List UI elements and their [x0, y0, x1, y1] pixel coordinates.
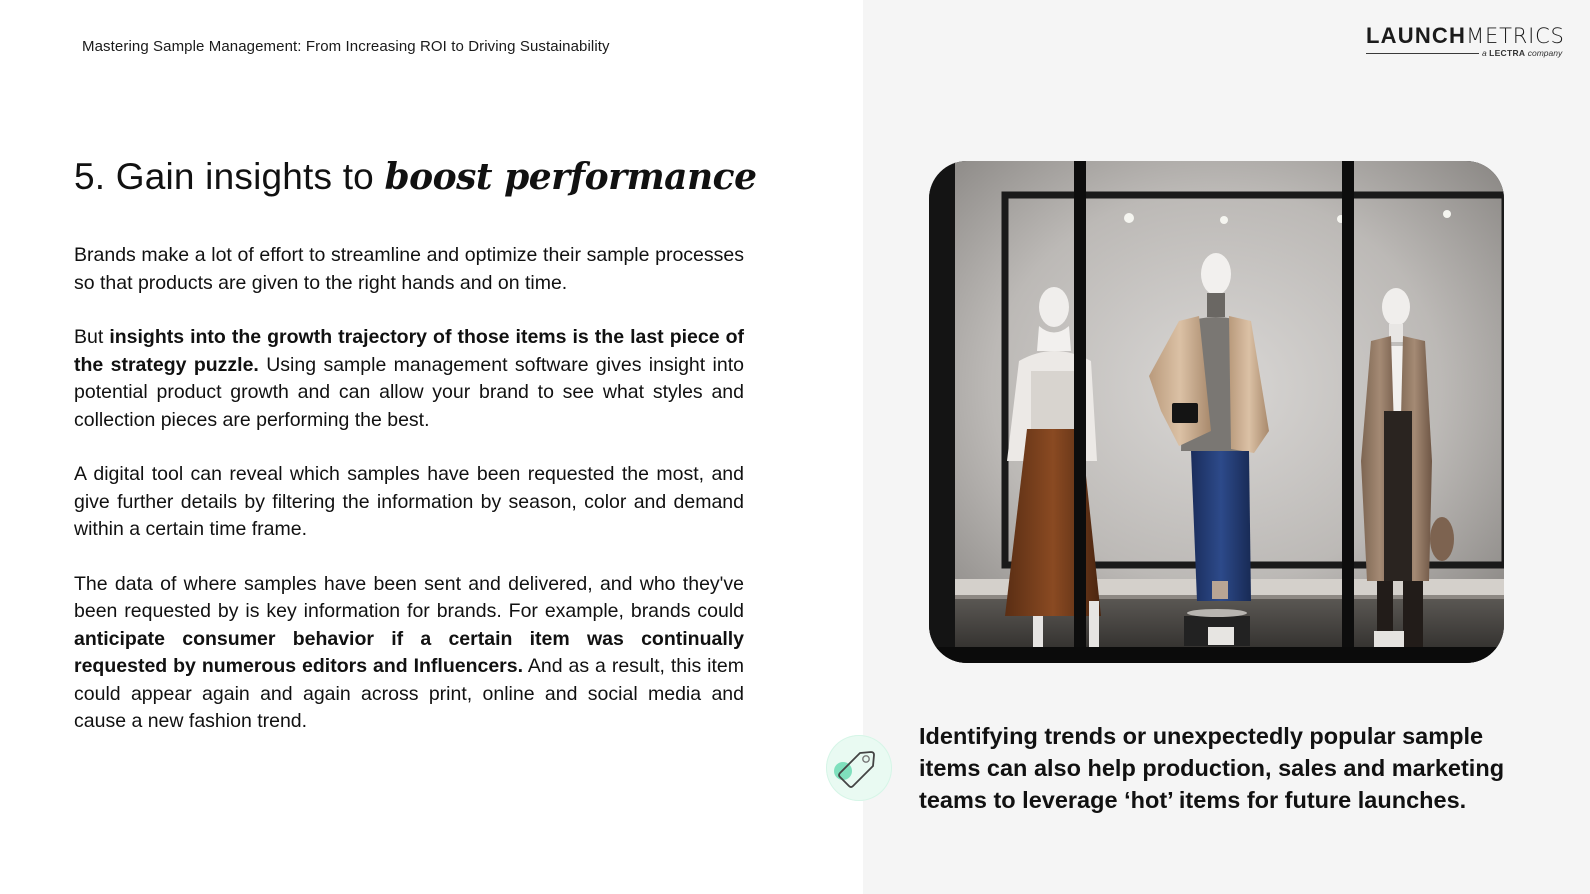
- logo-wordmark-bold: LAUNCH: [1366, 23, 1467, 48]
- paragraph-3: [74, 461, 744, 544]
- store-window-photo: [929, 161, 1504, 663]
- logo-wordmark: [1366, 24, 1565, 48]
- logo-tagline-prefix: a: [1482, 48, 1490, 58]
- launchmetrics-logo: [1366, 23, 1565, 60]
- paragraph-text: And as a result, this item could appear again and again across print, online and social media and cause a new fashion trend.: [74, 655, 744, 732]
- paragraph-4: [74, 571, 744, 736]
- logo-tagline-brand: LECTRA: [1489, 48, 1526, 58]
- paragraph-bold-text: anticipate consumer behavior if a certain item was continually requested by numerous editors and Influencers.: [74, 627, 744, 677]
- paragraph-text: But: [74, 326, 110, 348]
- paragraph-text: Brands make a lot of effort to streamline and optimize their sample processes so that products are given to the right hands and on time.: [74, 244, 744, 294]
- paragraph-text: A digital tool can reveal which samples have been requested the most, and give further details by filtering the information by season, color and demand within a certain time frame.: [74, 463, 744, 540]
- logo-tagline-suffix: company: [1525, 48, 1563, 58]
- paragraph-1: [74, 242, 744, 297]
- paragraph-text: The data of where samples have been sent and delivered, and who they've been requested by is key information for brands. For example, brands could: [74, 572, 744, 622]
- paragraph-2: [74, 324, 744, 434]
- document-title: Mastering Sample Management: From Increasing ROI to Driving Sustainability: [82, 38, 610, 55]
- logo-wordmark-light: METRICS: [1466, 24, 1565, 48]
- sidebar-caption: Identifying trends or unexpectedly popular sample items can also help production, sales and marketing teams to leverage ‘hot’ items for future launches.: [919, 723, 1505, 813]
- heading-emphasis: boost performance: [384, 156, 757, 198]
- paragraph-bold-text: insights into the growth trajectory of those items is the last piece of the strategy puzzle.: [74, 326, 745, 376]
- price-tag-badge: [826, 735, 892, 801]
- price-tag-icon: [826, 735, 892, 801]
- logo-tagline: [1482, 48, 1562, 58]
- section-heading: [74, 154, 757, 200]
- heading-plain: 5. Gain insights to: [74, 156, 385, 197]
- logo-rule: [1366, 53, 1479, 54]
- paragraph-text: Using sample management software gives insight into potential product growth and can allow your brand to see what styles and collection pieces are performing the best.: [74, 353, 744, 431]
- body-text: [74, 242, 744, 763]
